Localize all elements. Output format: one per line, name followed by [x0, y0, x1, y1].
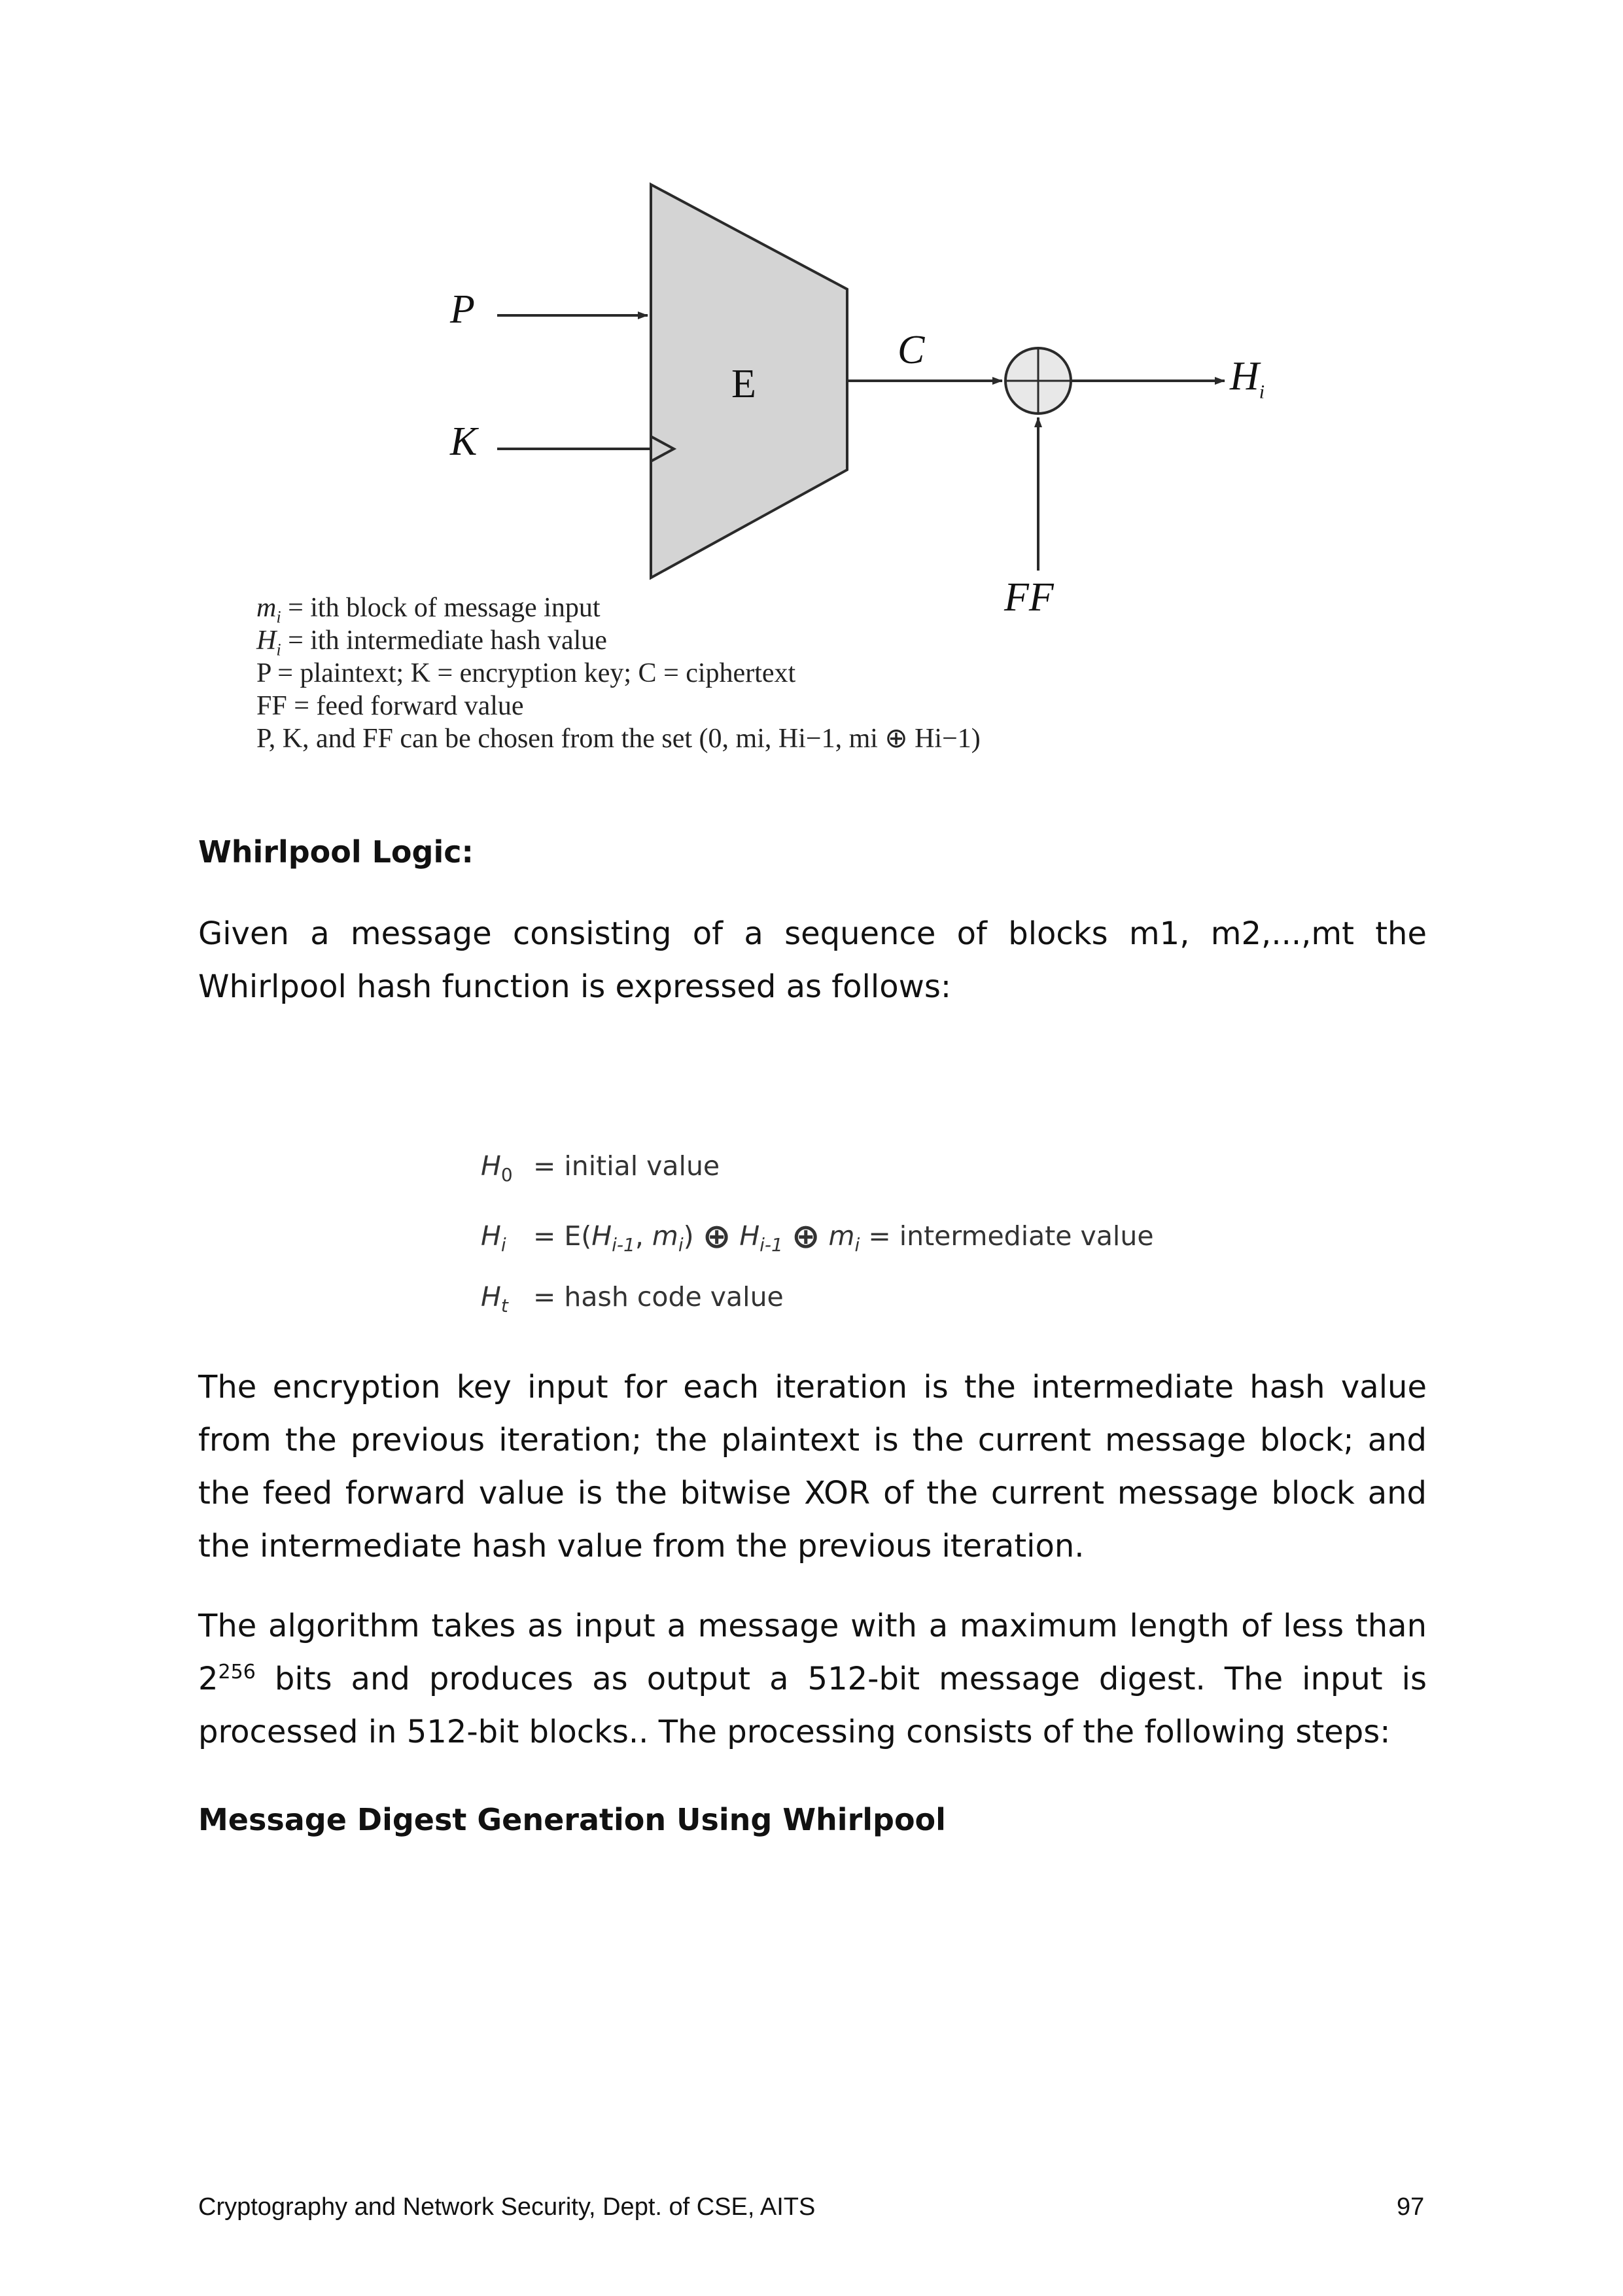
key-paragraph: The encryption key input for each iteration is the intermediate hash value from the previous iteration; the plaintext is the current message block; and the feed forward value is the bitwise XOR of the current message block and the intermediate hash value from the previous iteration.	[198, 1369, 1427, 1564]
algorithm-paragraph: The algorithm takes as input a message with a maximum length of less than $2^{256}$ bits and produces as output a 512-bit message digest. The input is processed in 512-bit blocks.. The processing consists of the following steps:	[198, 1608, 1427, 1750]
formula-h0: $H_0$ = initial value	[481, 1150, 720, 1186]
legend-line-3: P = plaintext; K = encryption key; C = ciphertext	[256, 658, 796, 688]
diagram-label-e: E	[731, 362, 756, 406]
legend-line-4: FF = feed forward value	[256, 691, 524, 721]
diagram-label-hi: $H_i$	[1230, 354, 1265, 403]
formula-hi: $H_i = E(H_{i-1}$, $m_i$) ⊕ $H_{i-1}$ ⊕ $m_i$ = intermediate value	[481, 1217, 1154, 1256]
formula-ht: $H_t$ = hash code value	[481, 1281, 784, 1317]
diagram-label-c: C	[898, 328, 925, 372]
diagram-label-k: K	[450, 419, 478, 464]
section-heading: Whirlpool Logic:	[198, 834, 474, 870]
legend-line-1: $m_i$ = ith block of message input	[256, 593, 601, 627]
footer-page-number: 97	[1397, 2193, 1425, 2221]
intro-paragraph: Given a message consisting of a sequence of blocks m1, m2,...,mt the Whirlpool hash function is expressed as follows:	[198, 915, 1427, 1005]
diagram-label-ff: FF	[1004, 575, 1054, 620]
legend-line-5: P, K, and FF can be chosen from the set (0, mi, Hi−1, mi ⊕ Hi−1)	[256, 724, 981, 754]
whirlpool-compression-diagram	[0, 0, 1623, 818]
xor-operator-icon: ⊕	[791, 1217, 820, 1256]
diagram-label-p: P	[450, 287, 475, 332]
footer-course: Cryptography and Network Security, Dept. of CSE, AITS	[198, 2193, 816, 2221]
xor-operator-icon: ⊕	[702, 1217, 731, 1256]
legend-line-2: $H_i$ = ith intermediate hash value	[256, 626, 607, 660]
subheading: Message Digest Generation Using Whirlpool	[198, 1802, 946, 1837]
